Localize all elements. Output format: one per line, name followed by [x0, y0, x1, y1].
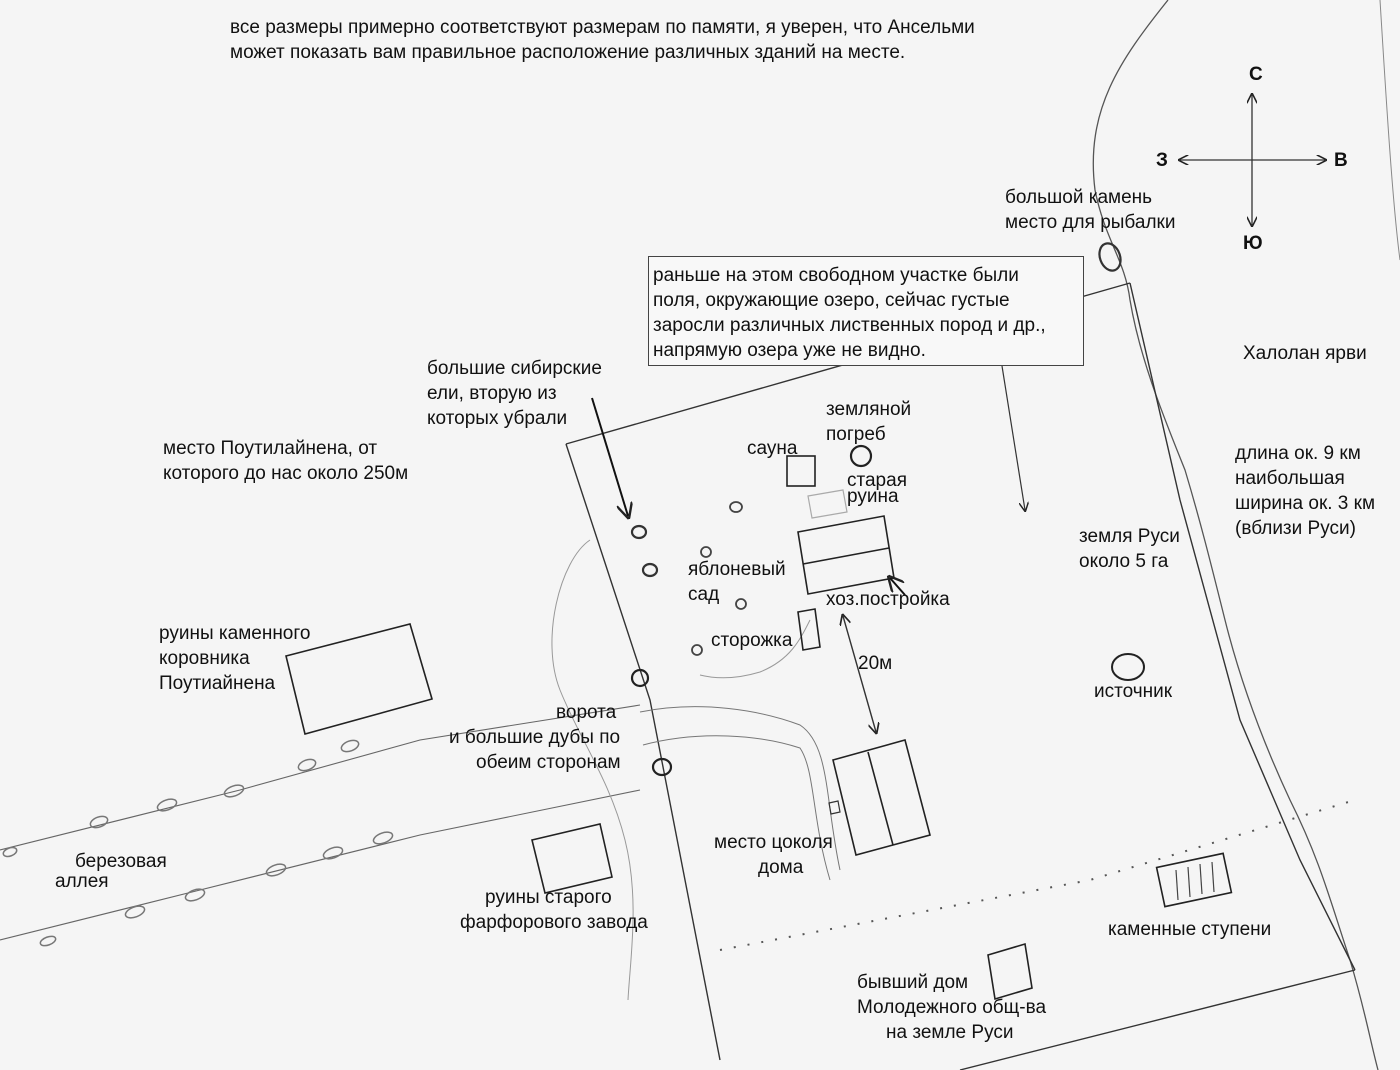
lake-name: Халолан ярви [1243, 343, 1367, 364]
alley-birches [2, 738, 394, 947]
alley-birch [322, 845, 344, 861]
porcelain-factory-ruins [532, 824, 612, 893]
oak-trees [632, 670, 671, 775]
spring-well [1112, 654, 1144, 680]
porch [829, 801, 840, 814]
alley-birch [372, 830, 394, 846]
lodge-label: сторожка [711, 630, 793, 651]
oak-tree [632, 670, 648, 686]
stone-steps-lines [1176, 862, 1214, 900]
property-boundary [566, 283, 1355, 1070]
house-base [833, 740, 930, 855]
compass-north: С [1249, 64, 1263, 85]
sauna-label: сауна [747, 438, 798, 459]
distance-label: 20м [858, 653, 893, 674]
alley-birch [89, 814, 109, 830]
field-note-box: раньше на этом свободном участке были поля, окружающие озеро, сейчас густые заросли различных лиственных пород и др., напрямую озера уже не видно. [648, 256, 1084, 366]
outbuilding-label: хоз.постройка [826, 589, 950, 610]
alley-birch [124, 904, 146, 920]
cellar-label: земляной погреб [826, 399, 912, 445]
old-ruin-label: старая руина [847, 470, 907, 507]
apple-tree [692, 645, 702, 655]
spruces-label: большие сибирские ели, вторую из которых убрали [427, 358, 602, 429]
lake-shoreline-edge [1380, 0, 1400, 260]
compass-east: В [1334, 150, 1348, 171]
porcelain-label: руины старого фарфорового завода [460, 887, 648, 933]
spruce-tree [632, 526, 646, 538]
youth-house-label: бывший дом Молодежного общ-ва на земле Руси [857, 972, 1047, 1043]
rusi-land-label: земля Руси около 5 га [1079, 526, 1180, 572]
alley-birch [340, 738, 360, 754]
old-ruin-outline [808, 490, 847, 518]
alley-birch [297, 757, 317, 773]
apple-tree [701, 547, 711, 557]
header-note: все размеры примерно соответствуют размерам по памяти, я уверен, что Ансельми может показать вам правильное расположение различных зданий на месте. [230, 17, 975, 63]
birch-alley-label: березовая аллея [55, 851, 167, 892]
note-arrow [1002, 366, 1025, 510]
alley-birch [39, 935, 57, 948]
stone-steps [1157, 853, 1232, 906]
orchard-label: яблоневый сад [688, 559, 786, 605]
lodge-building [798, 609, 820, 650]
outbuilding [798, 516, 894, 594]
alley-birch [156, 797, 178, 813]
compass-south: Ю [1243, 233, 1263, 254]
earth-cellar [851, 446, 871, 466]
apple-tree [730, 502, 742, 512]
big-stone-label: большой камень место для рыбалки [1005, 187, 1176, 233]
lake-info: длина ок. 9 км наибольшая ширина ок. 3 км (вблизи Руси) [1235, 443, 1376, 539]
spruce-tree [643, 564, 657, 576]
cowshed-label: руины каменного коровника Поутиайнена [159, 623, 311, 694]
compass-rose [1180, 95, 1325, 225]
house-base-label: место цоколя дома [714, 832, 833, 878]
alley-birch [2, 846, 18, 858]
spruce-trees [632, 526, 657, 576]
compass-west: З [1156, 150, 1168, 171]
poutilainen-label: место Поутилайнена, от которого до нас около 250м [163, 438, 409, 484]
big-stone-icon [1096, 240, 1124, 273]
gate-label: ворота и большие дубы по обеим сторонам [449, 702, 621, 773]
spring-label: источник [1094, 681, 1173, 702]
stone-steps-label: каменные ступени [1108, 919, 1272, 940]
alley-birch [184, 887, 206, 903]
alley-birch [265, 862, 287, 878]
